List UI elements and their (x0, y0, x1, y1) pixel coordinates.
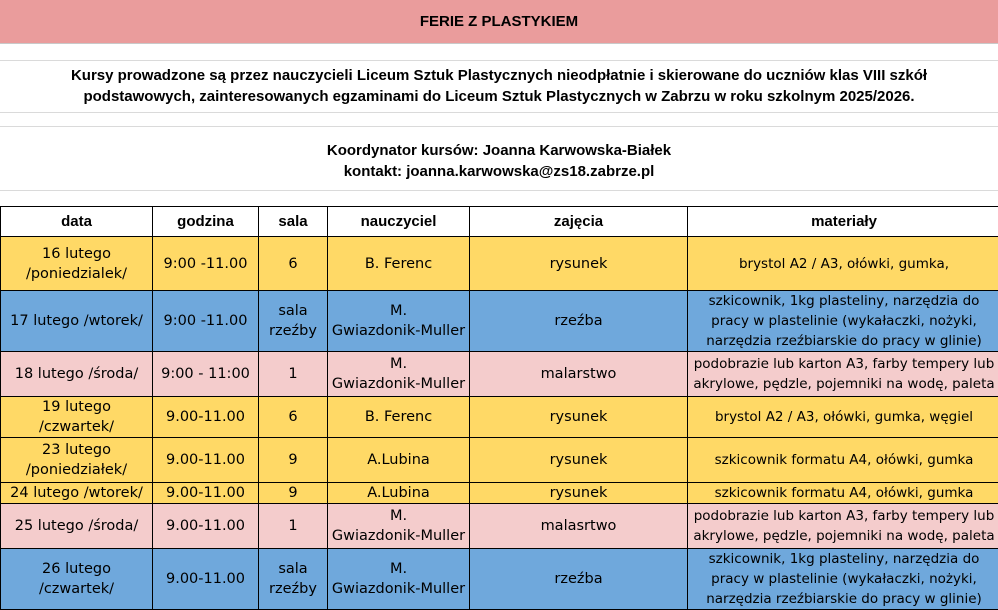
materials-cell (688, 237, 998, 291)
table-row (1, 483, 998, 504)
cell-line: 9:00 -11.00 (155, 254, 256, 274)
coordinator-contact: kontakt: joanna.karwowska@zs18.zabrze.pl (0, 161, 998, 182)
cell-line: sala (261, 301, 325, 321)
cell-line: M. (330, 559, 467, 579)
cell-line: malasrtwo (472, 516, 685, 536)
header-room: sala (259, 207, 328, 237)
cell-line: szkicownik formatu A4, ołówki, gumka (689, 450, 998, 470)
teacher-cell (328, 483, 470, 504)
cell-line: rysunek (472, 407, 685, 427)
class-cell (470, 549, 688, 610)
time-cell (153, 237, 259, 291)
teacher-cell (328, 504, 470, 549)
teacher-cell (328, 352, 470, 397)
cell-line: 9.00-11.00 (155, 516, 256, 536)
room-cell (259, 352, 328, 397)
cell-line: 18 lutego /środa/ (3, 364, 150, 384)
class-cell (470, 237, 688, 291)
intro-text (0, 65, 998, 107)
cell-line: podobrazie lub karton A3, farby tempery lub (689, 506, 998, 526)
table-row (1, 438, 998, 483)
cell-line: 9.00-11.00 (155, 450, 256, 470)
cell-line: 9 (261, 450, 325, 470)
time-cell (153, 549, 259, 610)
materials-cell (688, 483, 998, 504)
header-date: data (1, 207, 153, 237)
time-cell (153, 504, 259, 549)
coordinator-info (0, 140, 998, 182)
cell-line: B. Ferenc (330, 254, 467, 274)
materials-cell (688, 438, 998, 483)
room-cell (259, 237, 328, 291)
materials-cell (688, 352, 998, 397)
header-row (1, 207, 998, 237)
cell-line: M. (330, 301, 467, 321)
cell-line: 1 (261, 364, 325, 384)
cell-line: sala (261, 559, 325, 579)
cell-line: akrylowe, pędzle, pojemniki na wodę, paleta (689, 526, 998, 546)
room-cell (259, 504, 328, 549)
table-row (1, 549, 998, 610)
materials-cell (688, 504, 998, 549)
cell-line: 6 (261, 407, 325, 427)
materials-cell (688, 397, 998, 438)
cell-line: A.Lubina (330, 483, 467, 503)
cell-line: 16 lutego (3, 244, 150, 264)
cell-line: 9:00 - 11:00 (155, 364, 256, 384)
page-title: FERIE Z PLASTYKIEM (0, 0, 998, 44)
cell-line: pracy w plastelinie (wykałaczki, nożyki, (689, 569, 998, 589)
header-class: zajęcia (470, 207, 688, 237)
intro-line-2: podstawowych, zainteresowanych egzaminami do Liceum Sztuk Plastycznych w Zabrzu w roku szkolnym 2025/2026. (0, 86, 998, 107)
room-cell (259, 483, 328, 504)
header-materials: materiały (688, 207, 998, 237)
cell-line: rzeźby (261, 579, 325, 599)
teacher-cell (328, 438, 470, 483)
class-cell (470, 504, 688, 549)
cell-line: Gwiazdonik-Muller (330, 579, 467, 599)
cell-line: rysunek (472, 483, 685, 503)
room-cell (259, 397, 328, 438)
cell-line: /poniedzialek/ (3, 264, 150, 284)
grid-line (0, 126, 998, 127)
cell-line: B. Ferenc (330, 407, 467, 427)
cell-line: A.Lubina (330, 450, 467, 470)
teacher-cell (328, 549, 470, 610)
cell-line: rzeźby (261, 321, 325, 341)
cell-line: pracy w plastelinie (wykałaczki, nożyki, (689, 311, 998, 331)
date-cell (1, 549, 153, 610)
cell-line: Gwiazdonik-Muller (330, 526, 467, 546)
cell-line: brystol A2 / A3, ołówki, gumka, (689, 254, 998, 274)
time-cell (153, 483, 259, 504)
cell-line: rysunek (472, 254, 685, 274)
schedule-table (0, 206, 998, 610)
table-row (1, 291, 998, 352)
cell-line: 9.00-11.00 (155, 569, 256, 589)
cell-line: 17 lutego /wtorek/ (3, 311, 150, 331)
cell-line: 9 (261, 483, 325, 503)
coordinator-name: Koordynator kursów: Joanna Karwowska-Białek (0, 140, 998, 161)
class-cell (470, 352, 688, 397)
teacher-cell (328, 397, 470, 438)
cell-line: podobrazie lub karton A3, farby tempery lub (689, 354, 998, 374)
cell-line: 9:00 -11.00 (155, 311, 256, 331)
date-cell (1, 483, 153, 504)
cell-line: 6 (261, 254, 325, 274)
cell-line: 9.00-11.00 (155, 407, 256, 427)
intro-line-1: Kursy prowadzone są przez nauczycieli Liceum Sztuk Plastycznych nieodpłatnie i skierowane do uczniów klas VIII szkół (0, 65, 998, 86)
table-row (1, 504, 998, 549)
room-cell (259, 438, 328, 483)
date-cell (1, 397, 153, 438)
cell-line: narzędzia rzeźbiarskie do pracy w glinie) (689, 589, 998, 609)
grid-line (0, 112, 998, 113)
room-cell (259, 549, 328, 610)
teacher-cell (328, 291, 470, 352)
grid-line (0, 60, 998, 61)
room-cell (259, 291, 328, 352)
date-cell (1, 237, 153, 291)
class-cell (470, 397, 688, 438)
time-cell (153, 291, 259, 352)
class-cell (470, 291, 688, 352)
time-cell (153, 397, 259, 438)
cell-line: rysunek (472, 450, 685, 470)
date-cell (1, 291, 153, 352)
cell-line: szkicownik, 1kg plasteliny, narzędzia do (689, 549, 998, 569)
cell-line: brystol A2 / A3, ołówki, gumka, węgiel (689, 407, 998, 427)
date-cell (1, 352, 153, 397)
cell-line: M. (330, 354, 467, 374)
cell-line: 23 lutego (3, 440, 150, 460)
cell-line: narzędzia rzeźbiarskie do pracy w glinie) (689, 331, 998, 351)
cell-line: rzeźba (472, 311, 685, 331)
cell-line: 1 (261, 516, 325, 536)
cell-line: szkicownik, 1kg plasteliny, narzędzia do (689, 291, 998, 311)
cell-line: rzeźba (472, 569, 685, 589)
class-cell (470, 483, 688, 504)
date-cell (1, 438, 153, 483)
table-row (1, 397, 998, 438)
materials-cell (688, 549, 998, 610)
cell-line: malarstwo (472, 364, 685, 384)
class-cell (470, 438, 688, 483)
teacher-cell (328, 237, 470, 291)
cell-line: 26 lutego /czwartek/ (3, 559, 150, 599)
cell-line: 19 lutego /czwartek/ (3, 397, 150, 437)
cell-line: akrylowe, pędzle, pojemniki na wodę, paleta (689, 374, 998, 394)
time-cell (153, 352, 259, 397)
cell-line: /poniedziałek/ (3, 460, 150, 480)
cell-line: Gwiazdonik-Muller (330, 321, 467, 341)
table-row (1, 352, 998, 397)
header-time: godzina (153, 207, 259, 237)
table-row (1, 237, 998, 291)
cell-line: M. (330, 506, 467, 526)
cell-line: 24 lutego /wtorek/ (3, 483, 150, 503)
cell-line: 25 lutego /środa/ (3, 516, 150, 536)
materials-cell (688, 291, 998, 352)
cell-line: Gwiazdonik-Muller (330, 374, 467, 394)
cell-line: 9.00-11.00 (155, 483, 256, 503)
date-cell (1, 504, 153, 549)
grid-line (0, 190, 998, 191)
header-teacher: nauczyciel (328, 207, 470, 237)
cell-line: szkicownik formatu A4, ołówki, gumka (689, 483, 998, 503)
time-cell (153, 438, 259, 483)
